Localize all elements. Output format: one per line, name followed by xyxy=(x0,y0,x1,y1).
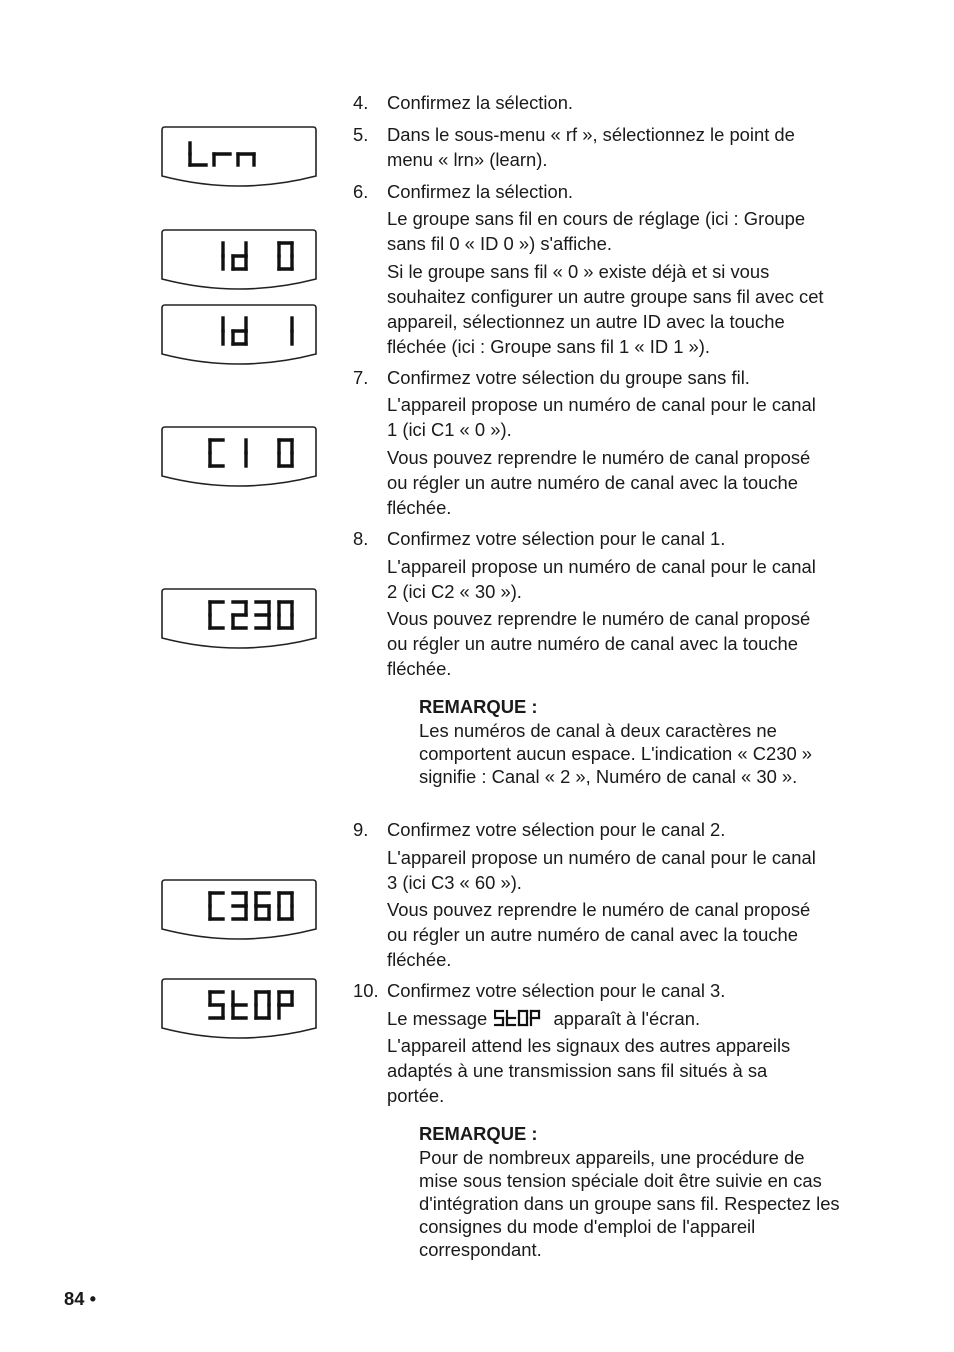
step-9-text: Confirmez votre sélection pour le canal 2. xyxy=(387,819,726,840)
step-7-number: 7. xyxy=(353,367,369,388)
step-10-message-after: apparaît à l'écran. xyxy=(553,1008,701,1029)
note-1-text: Les numéros de canal à deux caractères ne comportent aucun espace. L'indication « C230 » signifie : Canal « 2 », Numéro de canal « 30 ». xyxy=(419,720,813,787)
lcd-display-stop xyxy=(160,978,317,1044)
step-7-paragraph-2: Vous pouvez reprendre le numéro de canal proposé ou régler un autre numéro de canal avec la touche fléchée. xyxy=(387,447,811,518)
lcd-segments xyxy=(223,243,292,269)
step-5-number: 5. xyxy=(353,124,369,145)
lcd-segments xyxy=(210,893,292,919)
lcd-frame xyxy=(160,126,318,192)
step-8-number: 8. xyxy=(353,528,369,549)
lcd-segments xyxy=(210,440,292,466)
lcd-display-id0 xyxy=(160,229,317,295)
step-8-paragraph-1: L'appareil propose un numéro de canal pour le canal 2 (ici C2 « 30 »). xyxy=(387,556,816,602)
step-5-text: Dans le sous-menu « rf », sélectionnez le point de menu « lrn» (learn). xyxy=(387,124,795,170)
step-10-message-line xyxy=(387,1006,847,1033)
note-1-heading: REMARQUE : xyxy=(419,696,538,717)
lcd-display-c230 xyxy=(160,588,317,654)
page-number: 84 • xyxy=(64,1288,97,1309)
step-8-text: Confirmez votre sélection pour le canal 1. xyxy=(387,528,726,549)
step-7-text: Confirmez votre sélection du groupe sans fil. xyxy=(387,367,750,388)
step-6-number: 6. xyxy=(353,181,369,202)
lcd-segments xyxy=(210,992,292,1018)
step-7-paragraph-1: L'appareil propose un numéro de canal pour le canal 1 (ici C1 « 0 »). xyxy=(387,394,816,440)
stop-segment-glyphs xyxy=(494,1009,546,1027)
lcd-display-id1 xyxy=(160,304,317,370)
step-6-paragraph-1: Le groupe sans fil en cours de réglage (ici : Groupe sans fil 0 « ID 0 ») s'affiche. xyxy=(387,208,806,254)
lcd-segments xyxy=(190,143,254,165)
step-10-paragraph-2: L'appareil attend les signaux des autres appareils adaptés à une transmission sans fil situés à sa portée. xyxy=(387,1035,791,1106)
lcd-segments xyxy=(223,318,292,344)
lcd-display-c360 xyxy=(160,879,317,945)
step-4-text: Confirmez la sélection. xyxy=(387,92,574,113)
lcd-segments xyxy=(210,602,292,628)
stop-segment-code xyxy=(494,1008,546,1033)
lcd-display-c10 xyxy=(160,426,317,492)
step-8-paragraph-2: Vous pouvez reprendre le numéro de canal proposé ou régler un autre numéro de canal avec la touche fléchée. xyxy=(387,608,811,679)
note-2-heading: REMARQUE : xyxy=(419,1123,538,1144)
lcd-display-lrn xyxy=(160,126,317,192)
step-10-number: 10. xyxy=(353,980,379,1001)
step-6-paragraph-2: Si le groupe sans fil « 0 » existe déjà et si vous souhaitez configurer un autre groupe sans fil avec cet appareil, sélectionnez un autre ID avec la touche fléchée (ici : Groupe sans fil 1 « ID 1 »). xyxy=(387,261,824,357)
step-9-number: 9. xyxy=(353,819,369,840)
step-4-number: 4. xyxy=(353,92,369,113)
inline-segments xyxy=(495,1011,539,1025)
step-6-text: Confirmez la sélection. xyxy=(387,181,574,202)
step-10-message-before: Le message xyxy=(387,1008,488,1029)
step-9-paragraph-1: L'appareil propose un numéro de canal pour le canal 3 (ici C3 « 60 »). xyxy=(387,847,816,893)
note-2-text: Pour de nombreux appareils, une procédure de mise sous tension spéciale doit être suivie en cas d'intégration dans un groupe sans fil. Respectez les consignes du mode d'emploi de l'appareil correspondant. xyxy=(419,1147,840,1260)
step-9-paragraph-2: Vous pouvez reprendre le numéro de canal proposé ou régler un autre numéro de canal avec la touche fléchée. xyxy=(387,899,811,970)
step-10-text: Confirmez votre sélection pour le canal 3. xyxy=(387,980,726,1001)
